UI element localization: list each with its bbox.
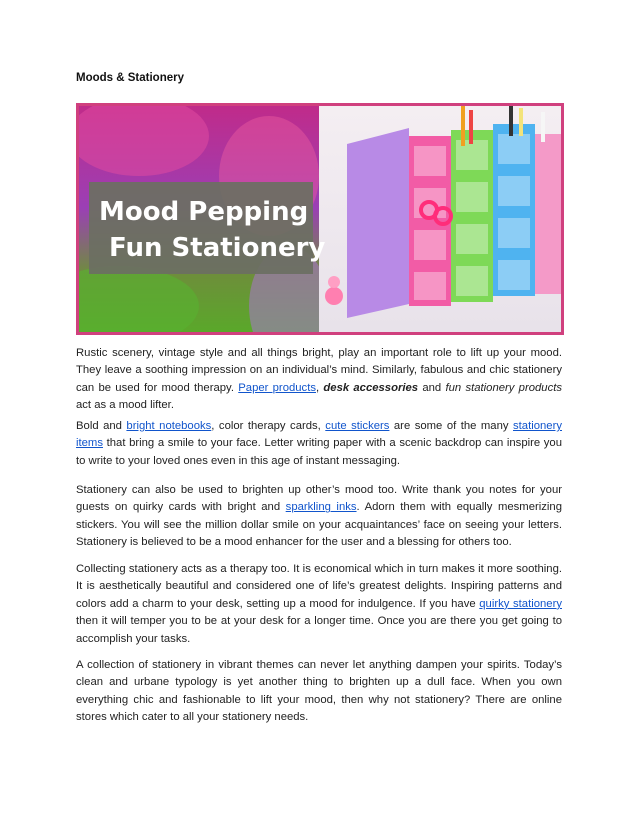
paragraph-text: Stationery can also be used to brighten up other’s mood too. Write thank you notes for your guests on quirky cards with bright and xyxy=(76,484,562,514)
banner-image xyxy=(76,103,564,335)
link-bright-notebooks[interactable]: bright notebooks xyxy=(126,420,212,432)
banner-line-2: Fun Stationery xyxy=(109,233,326,263)
link-cute-stickers[interactable]: cute stickers xyxy=(325,420,390,432)
paragraph-text: that bring a smile to your face. Letter writing paper with a scenic backdrop can inspire you to write to your loved ones even in this age of instant messaging. xyxy=(76,437,562,467)
paragraph-text: A collection of stationery in vibrant themes can never let anything dampen your spirits. Today’s clean and urbane typology is yet another thing to brighten up a dull face. When you own everything chic and fashionable to lift your mood, then why not stationery? There are online stores which cater to all your stationery needs. xyxy=(76,659,562,724)
paragraph-text: then it will temper you to be at your desk for a longer time. Once you are there you get going to accomplish your tasks. xyxy=(76,615,562,645)
link-paper-products[interactable]: Paper products xyxy=(238,381,316,394)
document-title: Moods & Stationery xyxy=(76,72,184,84)
paragraph-5 xyxy=(76,657,562,727)
fun-stationery-emphasis: fun stationery products xyxy=(445,381,563,394)
paragraph-text: Bold and xyxy=(76,420,127,432)
paragraph-4 xyxy=(76,561,562,648)
paragraph-text: , xyxy=(315,381,324,394)
link-quirky-stationery[interactable]: quirky stationery xyxy=(479,597,562,610)
paragraph-1 xyxy=(76,345,562,415)
banner-illustration xyxy=(79,106,561,332)
paragraph-text: Collecting stationery acts as a therapy too. It is economical which in turn makes it more soothing. It is aesthetically beautiful and considered one of life’s greatest delights. Inspiring patterns and colors add a charm to your desk, setting up a mood for indulgence. If you have xyxy=(76,563,562,610)
paragraph-text: and xyxy=(418,381,446,394)
link-sparkling-inks[interactable]: sparkling inks xyxy=(285,501,357,514)
paragraph-text: act as a mood lifter. xyxy=(76,399,174,412)
paragraph-text: Rustic scenery, vintage style and all things bright, play an important role to lift up your mood. They leave a soothing impression on an individual’s mind. Similarly, fabulous and chic stationery can be used for mood therapy. xyxy=(76,347,562,394)
paragraph-text: , color therapy cards, xyxy=(211,420,326,432)
paragraph-text: are some of the many xyxy=(389,420,514,432)
paragraph-2 xyxy=(76,418,562,470)
paragraph-text: . Adorn them with equally mesmerizing stickers. You will see the million dollar smile on your acquaintances’ face on seeing your letters. Stationery is believed to be a mood enhancer for the user and a blessing for others too. xyxy=(76,501,562,549)
paragraph-3 xyxy=(76,482,562,552)
desk-accessories-emphasis: desk accessories xyxy=(323,381,419,394)
link-stationery-items[interactable]: stationery items xyxy=(76,420,562,450)
banner-line-1: Mood Pepping xyxy=(99,197,309,227)
